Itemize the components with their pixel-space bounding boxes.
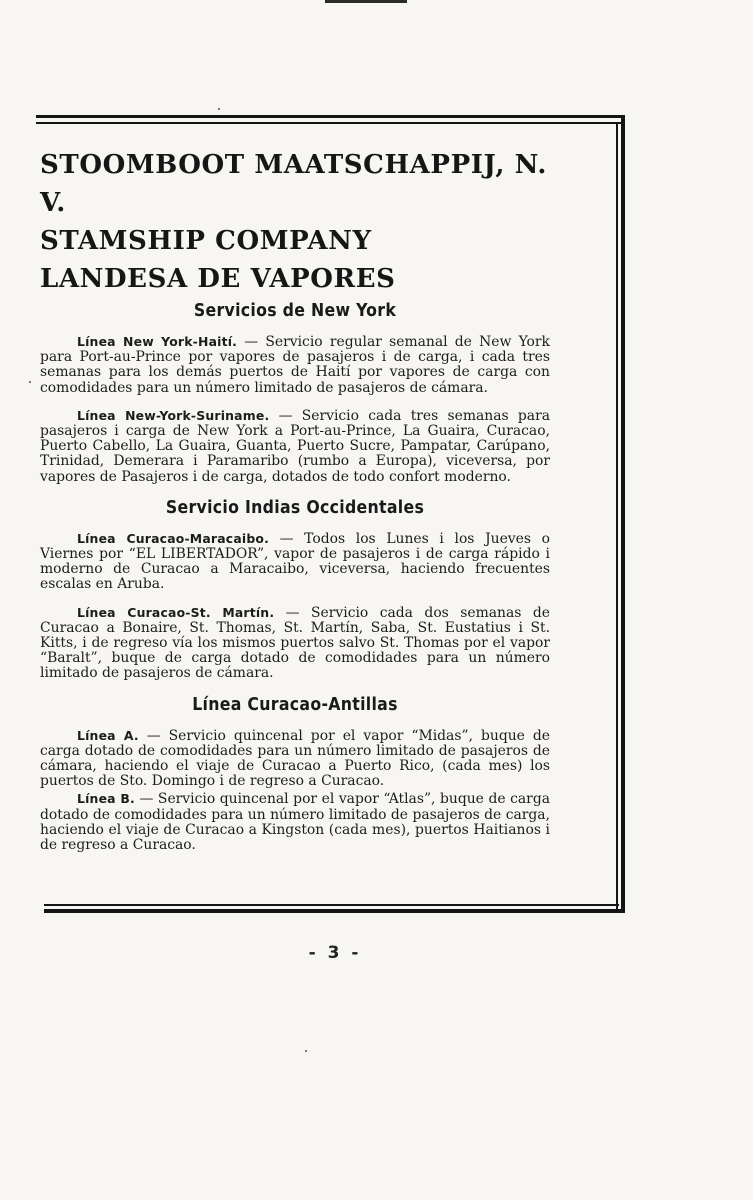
entry-text: — Servicio quincenal por el vapor “Midas”, buque de carga dotado de comodidades para un número limitado de pasajeros de cámara, haciendo el viaje de Curacao a Puerto Rico, (cada mes) los puertos de Sto. Domingo i de regreso a Curacao. (40, 727, 550, 790)
entry-text: — Servicio cada dos semanas de Curacao a Bonaire, St. Thomas, St. Martín, Saba, St. Eustatius i St. Kitts, i de regreso vía los mismos puertos salvo St. Thomas por el vapor “Baralt”, buque de carga dotado de comodidades para un número limitado de pasajeros de cámara. (40, 604, 550, 682)
entry-text: — Servicio quincenal por el vapor “Atlas”, buque de carga dotado de comodidades para un número limitado de pasajeros de carga, haciendo el viaje de Curacao a Kingston (cada mes), puertos Haitianos i de regreso a Curacao. (40, 791, 550, 854)
section-title: Línea Curacao-Antillas (192, 694, 398, 715)
entry-label: Línea New-York-Suriname. (77, 407, 270, 423)
entry-text: — Todos los Lunes i los Jueves o Viernes por “EL LIBERTADOR”, vapor de pasajeros i de carga rápido i moderno de Curacao a Maracaibo, viceversa, haciendo frecuentes escalas en Aruba. (40, 530, 550, 593)
page-number: - 3 - (308, 943, 362, 963)
section-antilles-line (40, 694, 550, 854)
print-speck (218, 108, 220, 110)
section-title: Servicio Indias Occidentales (165, 497, 425, 518)
company-name-dutch: STOOMBOOT MAATSCHAPPIJ, N. V. (40, 150, 547, 218)
section-title: Servicios de New York (193, 301, 397, 321)
entry-text: — Servicio cada tres semanas para pasajeros i carga de New York a Port-au-Prince, La Guaira, Curacao, Puerto Cabello, La Guaira, Guanta, Puerto Sucre, Pampatar, Carúpano, Trinidad, Demerara i Paramaribo (rumbo a Europa), viceversa, por vapores de Pasajeros i de carga, dotados de todo confort moderno. (40, 407, 550, 485)
top-edge-rule (325, 0, 407, 3)
service-entry (40, 531, 550, 593)
service-entry (40, 605, 550, 682)
company-heading (40, 146, 550, 298)
company-name-english: STAMSHIP COMPANY (40, 226, 372, 256)
advertisement-content (40, 146, 550, 865)
service-entry (40, 728, 550, 790)
entry-label: Línea New York-Haití. (77, 334, 238, 349)
entry-label: Línea B. (77, 791, 135, 807)
company-name-spanish: LANDESA DE VAPORES (40, 264, 396, 294)
print-speck (29, 381, 31, 383)
box-right-rule (621, 115, 625, 910)
section-west-indies-services (40, 497, 550, 682)
service-entry (40, 334, 550, 396)
entry-label: Línea Curacao-St. Martín. (77, 604, 275, 620)
box-top-rule (36, 115, 624, 118)
box-right-rule-inner (616, 122, 618, 910)
box-bottom-rule-inner (44, 904, 619, 906)
entry-label: Línea Curacao-Maracaibo. (77, 530, 270, 546)
box-bottom-rule (44, 909, 625, 913)
advertisement-box (36, 115, 626, 915)
service-entry (40, 408, 550, 485)
entry-text: — Servicio regular semanal de New York para Port-au-Prince por vapores de pasajeros i de carga, i cada tres semanas para los demás puertos de Haití por vapores de carga con comodidades para un número limitado de pasajeros de cámara. (40, 334, 550, 396)
print-speck (305, 1050, 307, 1052)
entry-label: Línea A. (77, 727, 139, 743)
service-entry (40, 791, 550, 853)
box-top-rule-inner (36, 122, 624, 124)
section-new-york-services (40, 300, 550, 485)
